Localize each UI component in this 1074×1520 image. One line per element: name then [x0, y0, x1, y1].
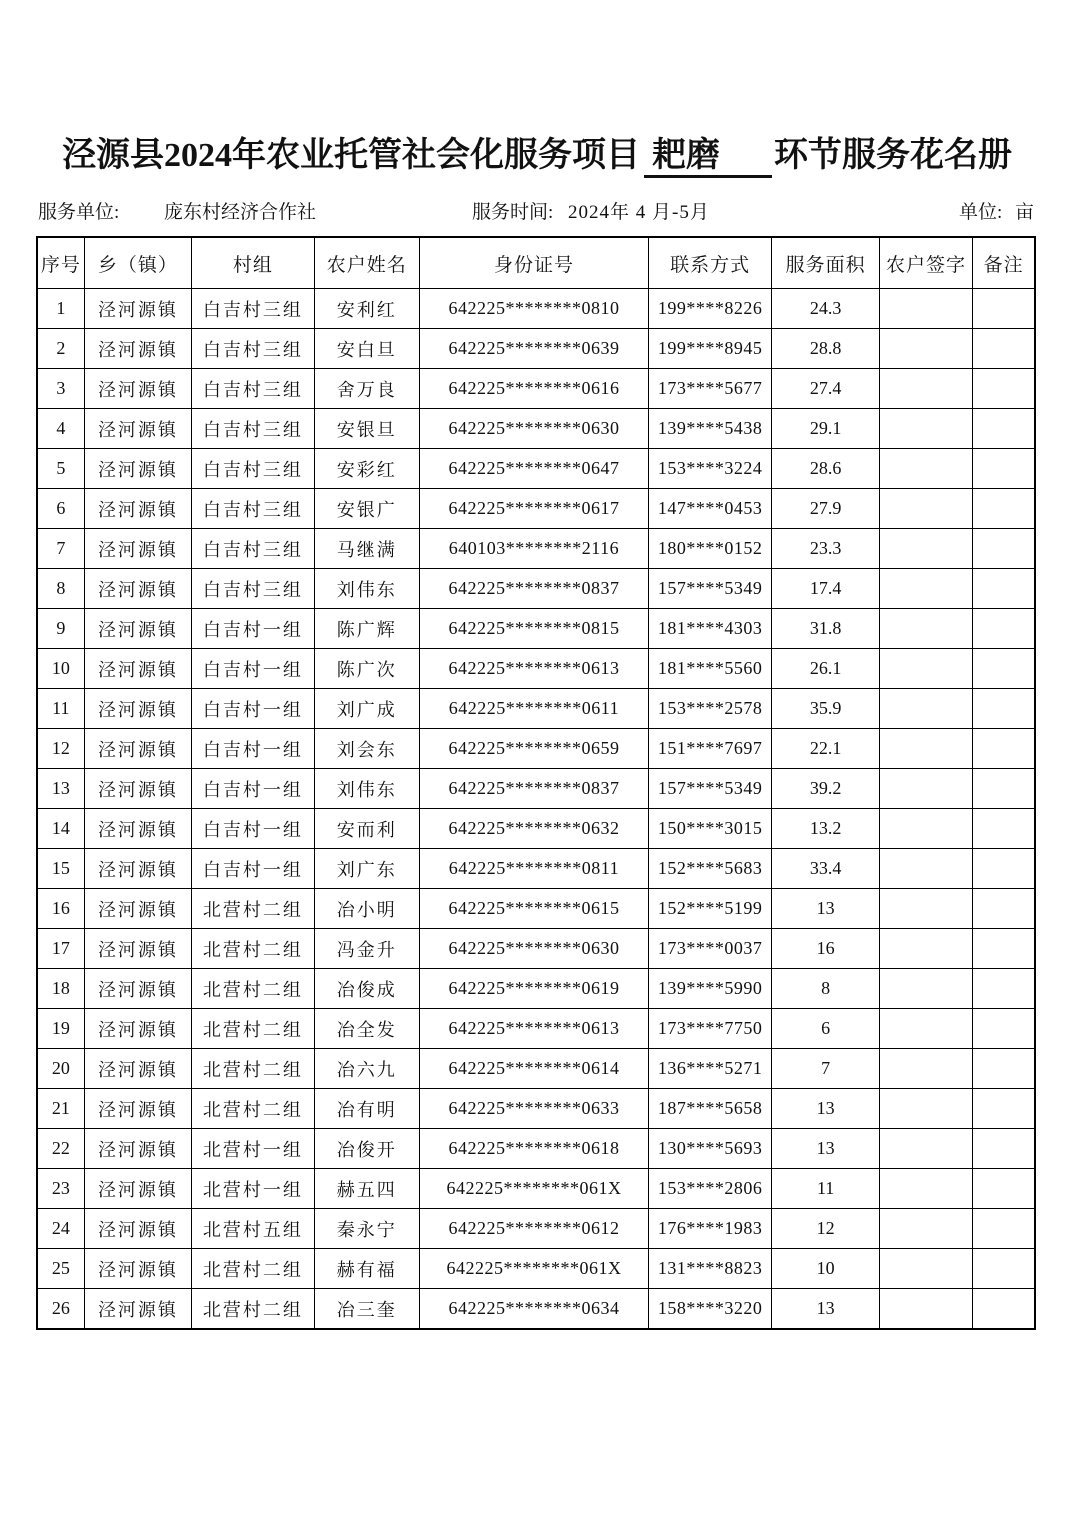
village-group: 北营村二组 [192, 1089, 314, 1129]
village-group: 白吉村一组 [192, 689, 314, 729]
farmer-signature [879, 1009, 972, 1049]
service-area: 8 [772, 969, 879, 1009]
farmer-name: 冶俊开 [314, 1129, 419, 1169]
table-row [37, 609, 1035, 649]
id-number: 642225********0811 [420, 849, 649, 889]
town: 泾河源镇 [84, 1089, 191, 1129]
remark [973, 929, 1035, 969]
remark [973, 1129, 1035, 1169]
seq: 22 [37, 1129, 84, 1169]
farmer-name: 陈广次 [314, 649, 419, 689]
farmer-name: 安银广 [314, 489, 419, 529]
table-row [37, 969, 1035, 1009]
seq: 2 [37, 329, 84, 369]
village-group: 白吉村一组 [192, 769, 314, 809]
town: 泾河源镇 [84, 329, 191, 369]
seq: 11 [37, 689, 84, 729]
farmer-signature [879, 1089, 972, 1129]
phone: 139****5990 [648, 969, 771, 1009]
town: 泾河源镇 [84, 1249, 191, 1289]
phone: 153****2806 [648, 1169, 771, 1209]
village-group: 白吉村三组 [192, 369, 314, 409]
table-row [37, 1129, 1035, 1169]
town: 泾河源镇 [84, 609, 191, 649]
remark [973, 849, 1035, 889]
table-row [37, 729, 1035, 769]
village-group: 北营村二组 [192, 1049, 314, 1089]
farmer-signature [879, 489, 972, 529]
table-row [37, 449, 1035, 489]
col-header-farmer-signature: 农户签字 [879, 237, 972, 289]
town: 泾河源镇 [84, 529, 191, 569]
farmer-name: 刘伟东 [314, 569, 419, 609]
town: 泾河源镇 [84, 1049, 191, 1089]
col-header-remark: 备注 [973, 237, 1035, 289]
remark [973, 489, 1035, 529]
village-group: 白吉村一组 [192, 849, 314, 889]
service-time-value: 2024年 4 月-5月 [568, 202, 710, 223]
remark [973, 529, 1035, 569]
phone: 157****5349 [648, 569, 771, 609]
table-row [37, 689, 1035, 729]
table-row [37, 329, 1035, 369]
service-time-label: 服务时间: [472, 202, 554, 223]
town: 泾河源镇 [84, 489, 191, 529]
remark [973, 969, 1035, 1009]
town: 泾河源镇 [84, 729, 191, 769]
service-area: 28.8 [772, 329, 879, 369]
service-area: 12 [772, 1209, 879, 1249]
service-area: 6 [772, 1009, 879, 1049]
service-area: 22.1 [772, 729, 879, 769]
service-area: 16 [772, 929, 879, 969]
service-area: 27.9 [772, 489, 879, 529]
col-header-farmer-name: 农户姓名 [314, 237, 419, 289]
farmer-signature [879, 1289, 972, 1330]
table-row [37, 1049, 1035, 1089]
farmer-signature [879, 369, 972, 409]
phone: 147****0453 [648, 489, 771, 529]
farmer-signature [879, 1249, 972, 1289]
farmer-signature [879, 969, 972, 1009]
village-group: 北营村一组 [192, 1129, 314, 1169]
remark [973, 809, 1035, 849]
phone: 173****7750 [648, 1009, 771, 1049]
seq: 19 [37, 1009, 84, 1049]
seq: 13 [37, 769, 84, 809]
village-group: 北营村一组 [192, 1169, 314, 1209]
remark [973, 1249, 1035, 1289]
remark [973, 649, 1035, 689]
farmer-name: 刘广东 [314, 849, 419, 889]
village-group: 白吉村三组 [192, 449, 314, 489]
phone: 152****5683 [648, 849, 771, 889]
id-number: 642225********0613 [420, 1009, 649, 1049]
id-number: 642225********0618 [420, 1129, 649, 1169]
farmer-name: 冶有明 [314, 1089, 419, 1129]
remark [973, 729, 1035, 769]
table-row [37, 889, 1035, 929]
phone: 139****5438 [648, 409, 771, 449]
page-title [0, 134, 1074, 178]
seq: 25 [37, 1249, 84, 1289]
farmer-name: 冯金升 [314, 929, 419, 969]
farmer-name: 冶三奎 [314, 1289, 419, 1330]
phone: 131****8823 [648, 1249, 771, 1289]
service-area: 39.2 [772, 769, 879, 809]
remark [973, 1009, 1035, 1049]
seq: 3 [37, 369, 84, 409]
id-number: 642225********0639 [420, 329, 649, 369]
remark [973, 689, 1035, 729]
seq: 10 [37, 649, 84, 689]
phone: 173****5677 [648, 369, 771, 409]
table-body [37, 289, 1035, 1330]
service-area: 28.6 [772, 449, 879, 489]
service-time [472, 201, 710, 225]
farmer-signature [879, 609, 972, 649]
phone: 151****7697 [648, 729, 771, 769]
farmer-signature [879, 1129, 972, 1169]
town: 泾河源镇 [84, 449, 191, 489]
phone: 157****5349 [648, 769, 771, 809]
phone: 130****5693 [648, 1129, 771, 1169]
village-group: 白吉村三组 [192, 569, 314, 609]
roster-table [36, 236, 1036, 1330]
remark [973, 329, 1035, 369]
service-area: 24.3 [772, 289, 879, 329]
area-unit-value: 亩 [1014, 202, 1034, 223]
town: 泾河源镇 [84, 769, 191, 809]
remark [973, 609, 1035, 649]
seq: 8 [37, 569, 84, 609]
farmer-name: 冶全发 [314, 1009, 419, 1049]
farmer-name: 舍万良 [314, 369, 419, 409]
col-header-village-group: 村组 [192, 237, 314, 289]
town: 泾河源镇 [84, 929, 191, 969]
farmer-signature [879, 1169, 972, 1209]
area-unit [959, 201, 1034, 225]
farmer-name: 安利红 [314, 289, 419, 329]
service-area: 17.4 [772, 569, 879, 609]
farmer-signature [879, 569, 972, 609]
phone: 158****3220 [648, 1289, 771, 1330]
village-group: 北营村二组 [192, 1009, 314, 1049]
service-area: 35.9 [772, 689, 879, 729]
farmer-signature [879, 289, 972, 329]
table-row [37, 649, 1035, 689]
farmer-signature [879, 889, 972, 929]
farmer-signature [879, 329, 972, 369]
farmer-name: 刘广成 [314, 689, 419, 729]
table-row [37, 1249, 1035, 1289]
farmer-signature [879, 809, 972, 849]
phone: 153****3224 [648, 449, 771, 489]
table-row [37, 849, 1035, 889]
village-group: 白吉村一组 [192, 809, 314, 849]
town: 泾河源镇 [84, 409, 191, 449]
title-suffix: 环节服务花名册 [774, 137, 1012, 174]
id-number: 642225********0810 [420, 289, 649, 329]
service-unit-label: 服务单位: [38, 202, 120, 223]
id-number: 642225********0615 [420, 889, 649, 929]
service-area: 13 [772, 1089, 879, 1129]
service-area: 23.3 [772, 529, 879, 569]
id-number: 642225********0616 [420, 369, 649, 409]
village-group: 白吉村三组 [192, 289, 314, 329]
farmer-signature [879, 1209, 972, 1249]
table-row [37, 1209, 1035, 1249]
remark [973, 1049, 1035, 1089]
farmer-name: 安白旦 [314, 329, 419, 369]
seq: 9 [37, 609, 84, 649]
id-number: 642225********0837 [420, 769, 649, 809]
id-number: 642225********0647 [420, 449, 649, 489]
remark [973, 1209, 1035, 1249]
phone: 181****5560 [648, 649, 771, 689]
village-group: 白吉村一组 [192, 609, 314, 649]
table-row [37, 289, 1035, 329]
service-area: 13 [772, 889, 879, 929]
seq: 16 [37, 889, 84, 929]
phone: 173****0037 [648, 929, 771, 969]
id-number: 642225********0613 [420, 649, 649, 689]
farmer-name: 安银旦 [314, 409, 419, 449]
id-number: 642225********0659 [420, 729, 649, 769]
service-unit [38, 201, 316, 225]
seq: 17 [37, 929, 84, 969]
remark [973, 569, 1035, 609]
service-area: 29.1 [772, 409, 879, 449]
farmer-name: 冶俊成 [314, 969, 419, 1009]
farmer-name: 冶六九 [314, 1049, 419, 1089]
table-row [37, 929, 1035, 969]
id-number: 642225********0632 [420, 809, 649, 849]
col-header-phone: 联系方式 [648, 237, 771, 289]
village-group: 北营村五组 [192, 1209, 314, 1249]
remark [973, 769, 1035, 809]
col-header-seq: 序号 [37, 237, 84, 289]
id-number: 642225********0611 [420, 689, 649, 729]
id-number: 642225********0614 [420, 1049, 649, 1089]
farmer-name: 安彩红 [314, 449, 419, 489]
seq: 18 [37, 969, 84, 1009]
service-area: 27.4 [772, 369, 879, 409]
id-number: 642225********0837 [420, 569, 649, 609]
village-group: 北营村二组 [192, 929, 314, 969]
farmer-signature [879, 1049, 972, 1089]
farmer-name: 安而利 [314, 809, 419, 849]
phone: 150****3015 [648, 809, 771, 849]
farmer-signature [879, 929, 972, 969]
village-group: 白吉村一组 [192, 649, 314, 689]
phone: 176****1983 [648, 1209, 771, 1249]
seq: 4 [37, 409, 84, 449]
service-area: 33.4 [772, 849, 879, 889]
town: 泾河源镇 [84, 969, 191, 1009]
id-number: 642225********0630 [420, 929, 649, 969]
village-group: 白吉村一组 [192, 729, 314, 769]
village-group: 北营村二组 [192, 969, 314, 1009]
village-group: 白吉村三组 [192, 489, 314, 529]
remark [973, 449, 1035, 489]
phone: 153****2578 [648, 689, 771, 729]
phone: 152****5199 [648, 889, 771, 929]
seq: 5 [37, 449, 84, 489]
service-area: 26.1 [772, 649, 879, 689]
remark [973, 409, 1035, 449]
table-row [37, 529, 1035, 569]
phone: 136****5271 [648, 1049, 771, 1089]
col-header-town: 乡（镇） [84, 237, 191, 289]
phone: 181****4303 [648, 609, 771, 649]
village-group: 白吉村三组 [192, 329, 314, 369]
info-line [36, 201, 1036, 227]
seq: 23 [37, 1169, 84, 1209]
id-number: 642225********0815 [420, 609, 649, 649]
town: 泾河源镇 [84, 849, 191, 889]
farmer-signature [879, 849, 972, 889]
farmer-name: 刘会东 [314, 729, 419, 769]
table-row [37, 489, 1035, 529]
farmer-name: 马继满 [314, 529, 419, 569]
town: 泾河源镇 [84, 289, 191, 329]
id-number: 642225********0633 [420, 1089, 649, 1129]
farmer-name: 冶小明 [314, 889, 419, 929]
service-area: 13 [772, 1289, 879, 1330]
remark [973, 1169, 1035, 1209]
seq: 24 [37, 1209, 84, 1249]
town: 泾河源镇 [84, 1009, 191, 1049]
phone: 187****5658 [648, 1089, 771, 1129]
remark [973, 889, 1035, 929]
seq: 6 [37, 489, 84, 529]
village-group: 白吉村三组 [192, 409, 314, 449]
service-area: 10 [772, 1249, 879, 1289]
town: 泾河源镇 [84, 1289, 191, 1330]
remark [973, 289, 1035, 329]
farmer-signature [879, 649, 972, 689]
id-number: 642225********0617 [420, 489, 649, 529]
seq: 12 [37, 729, 84, 769]
town: 泾河源镇 [84, 809, 191, 849]
service-area: 7 [772, 1049, 879, 1089]
village-group: 北营村二组 [192, 889, 314, 929]
remark [973, 1089, 1035, 1129]
service-area: 13 [772, 1129, 879, 1169]
col-header-service-area: 服务面积 [772, 237, 879, 289]
farmer-signature [879, 689, 972, 729]
seq: 26 [37, 1289, 84, 1330]
header-row [37, 237, 1035, 289]
id-number: 640103********2116 [420, 529, 649, 569]
table-row [37, 569, 1035, 609]
town: 泾河源镇 [84, 369, 191, 409]
farmer-signature [879, 769, 972, 809]
town: 泾河源镇 [84, 1209, 191, 1249]
town: 泾河源镇 [84, 1169, 191, 1209]
town: 泾河源镇 [84, 889, 191, 929]
farmer-name: 赫五四 [314, 1169, 419, 1209]
village-group: 北营村二组 [192, 1249, 314, 1289]
table-row [37, 369, 1035, 409]
id-number: 642225********061X [420, 1169, 649, 1209]
village-group: 白吉村三组 [192, 529, 314, 569]
seq: 15 [37, 849, 84, 889]
town: 泾河源镇 [84, 569, 191, 609]
seq: 14 [37, 809, 84, 849]
table-row [37, 769, 1035, 809]
id-number: 642225********0634 [420, 1289, 649, 1330]
service-area: 31.8 [772, 609, 879, 649]
seq: 7 [37, 529, 84, 569]
table-row [37, 1289, 1035, 1330]
service-unit-value: 庞东村经济合作社 [164, 202, 317, 223]
service-area: 13.2 [772, 809, 879, 849]
id-number: 642225********0612 [420, 1209, 649, 1249]
title-blank-underlined: 耙磨 [644, 137, 772, 178]
id-number: 642225********0630 [420, 409, 649, 449]
table-row [37, 809, 1035, 849]
phone: 199****8945 [648, 329, 771, 369]
area-unit-label: 单位: [958, 202, 1003, 223]
seq: 20 [37, 1049, 84, 1089]
service-area: 11 [772, 1169, 879, 1209]
phone: 180****0152 [648, 529, 771, 569]
seq: 21 [37, 1089, 84, 1129]
village-group: 北营村二组 [192, 1289, 314, 1330]
farmer-name: 陈广辉 [314, 609, 419, 649]
farmer-name: 秦永宁 [314, 1209, 419, 1249]
table-row [37, 409, 1035, 449]
farmer-signature [879, 729, 972, 769]
phone: 199****8226 [648, 289, 771, 329]
farmer-name: 刘伟东 [314, 769, 419, 809]
col-header-id-number: 身份证号 [420, 237, 649, 289]
seq: 1 [37, 289, 84, 329]
id-number: 642225********0619 [420, 969, 649, 1009]
farmer-signature [879, 529, 972, 569]
table-row [37, 1009, 1035, 1049]
remark [973, 1289, 1035, 1330]
table-row [37, 1169, 1035, 1209]
farmer-signature [879, 449, 972, 489]
table-row [37, 1089, 1035, 1129]
town: 泾河源镇 [84, 689, 191, 729]
title-prefix: 泾源县2024年农业托管社会化服务项目 [62, 137, 640, 174]
town: 泾河源镇 [84, 649, 191, 689]
town: 泾河源镇 [84, 1129, 191, 1169]
id-number: 642225********061X [420, 1249, 649, 1289]
farmer-signature [879, 409, 972, 449]
farmer-name: 赫有福 [314, 1249, 419, 1289]
remark [973, 369, 1035, 409]
